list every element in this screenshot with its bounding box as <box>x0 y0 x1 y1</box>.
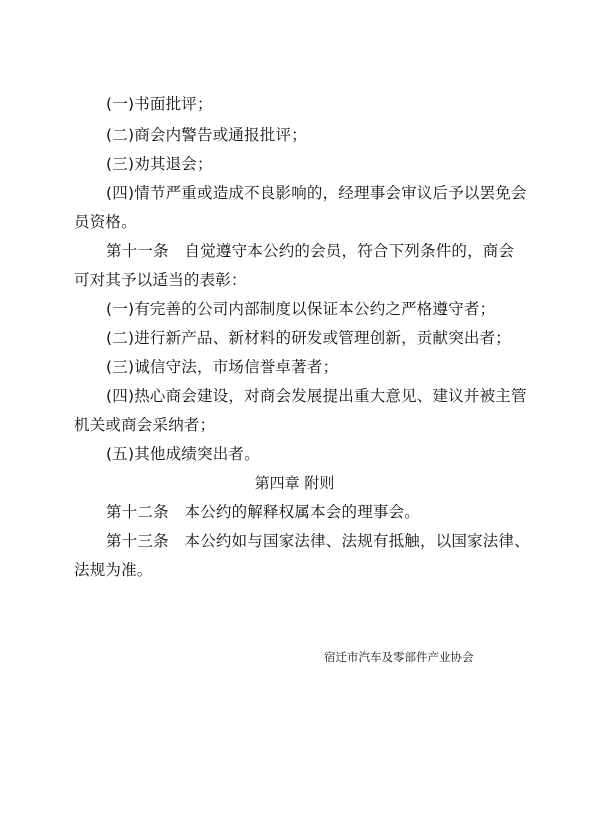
penalty-item-1: (一)书面批评； <box>106 95 213 113</box>
article-11-line-2: 可对其予以适当的表彰： <box>74 271 247 289</box>
reward-item-2: (二)进行新产品、新材料的研发或管理创新，贡献突出者； <box>106 329 511 347</box>
penalty-item-3: (三)劝其退会； <box>106 155 213 173</box>
reward-item-5: (五)其他成绩突出者。 <box>106 445 260 463</box>
article-13-line-2: 法规为准。 <box>74 561 153 579</box>
chapter-title: 第四章 附则 <box>254 474 335 492</box>
reward-item-3: (三)诚信守法，市场信誉卓著者； <box>106 358 339 376</box>
penalty-item-2: (二)商会内警告或通报批评； <box>106 126 307 144</box>
article-13-line-1: 第十三条 本公约如与国家法律、法规有抵触，以国家法律、 <box>106 532 530 550</box>
reward-item-4-line-2: 机关或商会采纳者； <box>74 416 216 434</box>
penalty-item-4-line-1: (四)情节严重或造成不良影响的，经理事会审议后予以罢免会 <box>106 184 527 202</box>
penalty-item-4-line-2: 员资格。 <box>74 213 137 231</box>
signature-organization: 宿迁市汽车及零部件产业协会 <box>324 650 474 664</box>
article-12: 第十二条 本公约的解释权属本会的理事会。 <box>106 503 421 521</box>
reward-item-1: (一)有完善的公司内部制度以保证本公约之严格遵守者； <box>106 300 496 318</box>
article-11-line-1: 第十一条 自觉遵守本公约的会员，符合下列条件的，商会 <box>106 242 515 260</box>
reward-item-4-line-1: (四)热心商会建设，对商会发展提出重大意见、建议并被主管 <box>106 387 527 405</box>
